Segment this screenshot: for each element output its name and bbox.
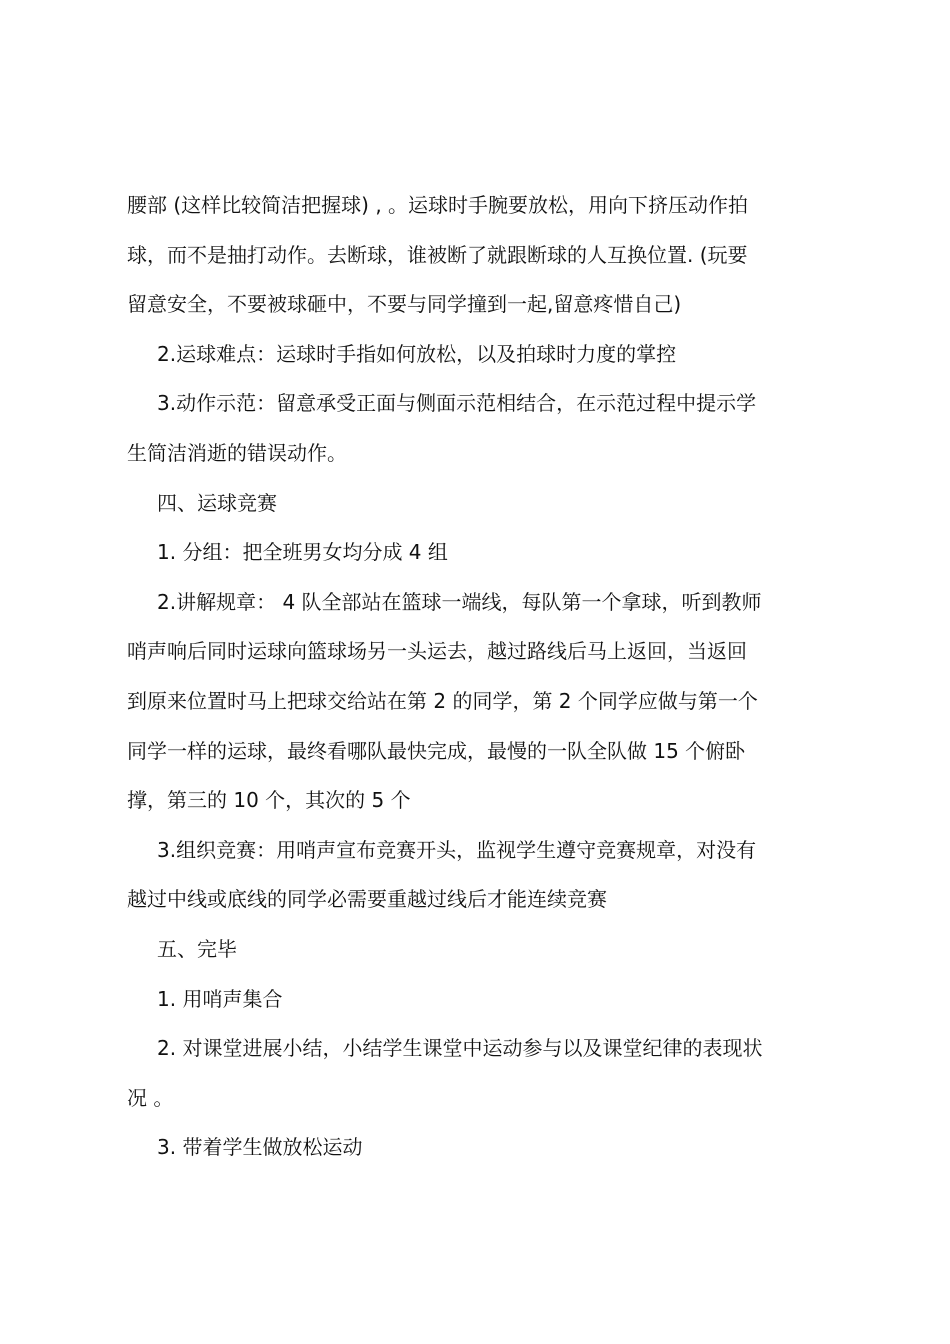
text-line: 四、运球竞赛 — [157, 490, 277, 515]
text-line: 哨声响后同时运球向篮球场另一头运去，越过路线后马上返回，当返回 — [127, 639, 747, 664]
text-line: 2.讲解规章： 4 队全部站在篮球一端线，每队第一个拿球，听到教师 — [157, 589, 762, 614]
text-line: 到原来位置时马上把球交给站在第 2 的同学，第 2 个同学应做与第一个 — [127, 688, 758, 713]
text-line: 球，而不是抽打动作。去断球，谁被断了就跟断球的人互换位置. (玩要 — [127, 242, 748, 267]
text-line: 1. 用哨声集合 — [157, 986, 283, 1011]
text-line: 1. 分组：把全班男女均分成 4 组 — [157, 540, 448, 565]
section-heading-ending — [127, 925, 835, 975]
paragraph-demonstration — [127, 379, 835, 478]
text-line: 3.动作示范：留意承受正面与侧面示范相结合，在示范过程中提示学 — [157, 391, 757, 416]
paragraph-relax — [127, 1123, 835, 1173]
paragraph-grouping — [127, 528, 835, 578]
paragraph-rules — [127, 578, 835, 826]
paragraph-dribble-difficulty — [127, 330, 835, 380]
text-line: 3. 带着学生做放松运动 — [157, 1135, 363, 1160]
text-line: 生简洁消逝的错误动作。 — [127, 440, 347, 465]
paragraph-organize-competition — [127, 826, 835, 925]
text-line: 况 。 — [127, 1085, 174, 1110]
text-line: 3.组织竞赛：用哨声宣布竞赛开头，监视学生遵守竞赛规章，对没有 — [157, 837, 757, 862]
paragraph-summary — [127, 1024, 835, 1123]
document-body — [127, 181, 835, 1173]
text-line: 2.运球难点：运球时手指如何放松，以及拍球时力度的掌控 — [157, 341, 677, 366]
paragraph-dribble-technique — [127, 181, 835, 330]
text-line: 五、完毕 — [157, 936, 237, 961]
text-line: 留意安全，不要被球砸中，不要与同学撞到一起,留意疼惜自己) — [127, 292, 682, 317]
text-line: 腰部 (这样比较简洁把握球) , 。运球时手腕要放松，用向下挤压动作拍 — [127, 193, 749, 217]
paragraph-whistle-gather — [127, 975, 835, 1025]
text-line: 同学一样的运球，最终看哪队最快完成，最慢的一队全队做 15 个俯卧 — [127, 738, 746, 763]
text-line: 撑，第三的 10 个，其次的 5 个 — [127, 788, 411, 813]
section-heading-dribble-competition — [127, 479, 835, 529]
text-line: 越过中线或底线的同学必需要重越过线后才能连续竞赛 — [127, 887, 607, 912]
text-line: 2. 对课堂进展小结，小结学生课堂中运动参与以及课堂纪律的表现状 — [157, 1036, 763, 1061]
